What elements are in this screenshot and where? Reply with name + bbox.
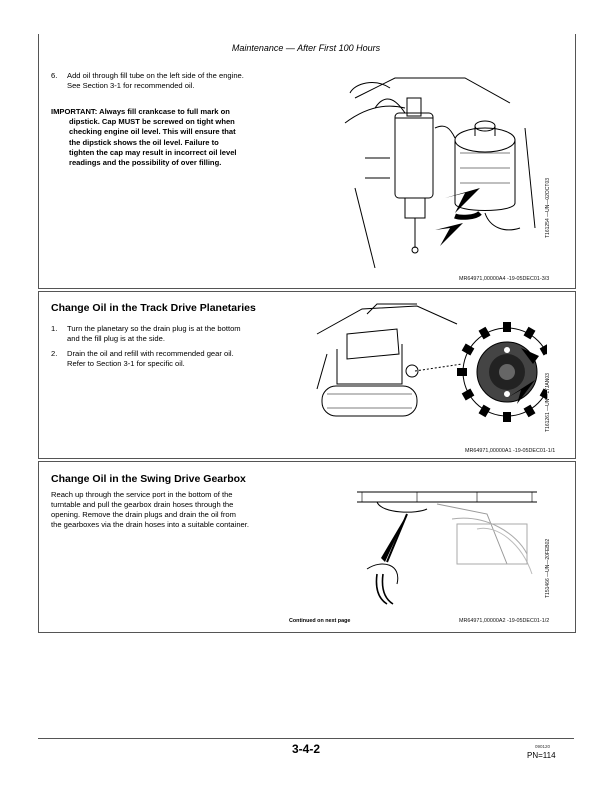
step-number: 1. xyxy=(51,324,58,333)
important-body: dipstick. Cap MUST be screwed on tight when checking engine oil level. This will ensure that the dipstick shows the oil level. Failure to tighten the cap may result in incorrect oil level readings and the possibility of over filling. xyxy=(69,117,237,168)
section-add-oil xyxy=(38,60,576,289)
footer-divider xyxy=(38,738,574,739)
step-1 xyxy=(51,324,321,346)
important-note xyxy=(51,107,301,168)
footer-code: 090120 xyxy=(535,744,551,749)
section-swing-drive xyxy=(38,461,576,633)
page-number: 3-4-2 xyxy=(291,742,320,756)
step-number: 6. xyxy=(51,71,58,80)
step-text: Turn the planetary so the drain plug is at the bottom and the fill plug is at the side. xyxy=(67,324,241,343)
section-title: Change Oil in the Swing Drive Gearbox xyxy=(51,473,246,485)
swing-drive-hose-illustration xyxy=(357,474,537,609)
important-first-line: Always fill crankcase to full mark on xyxy=(97,107,230,116)
step-text: Drain the oil and refill with recommended gear oil. Refer to Section 3-1 for specific oil. xyxy=(67,349,234,368)
figure-code: T161261 —UN—17JAN03 xyxy=(545,373,551,432)
reference-code: MR64971,00000A1 -19-05DEC01-1/1 xyxy=(465,448,556,454)
footer-pn: PN=114 xyxy=(527,751,556,760)
step-number: 2. xyxy=(51,349,58,358)
figure-code: T151466 —UN—20FEB02 xyxy=(545,538,551,598)
continued-note: Continued on next page xyxy=(289,618,351,624)
figure-code: T161254 —UN—02OCT03 xyxy=(545,177,551,238)
step-text: Add oil through fill tube on the left side of the engine. See Section 3-1 for recommended oil. xyxy=(67,71,244,90)
important-label: IMPORTANT: xyxy=(51,107,98,116)
engine-fill-tube-illustration xyxy=(335,68,545,268)
reference-code: MR64971,00000A4 -19-05DEC01-3/3 xyxy=(459,276,550,282)
step-6 xyxy=(51,71,321,93)
reference-code: MR64971,00000A2 -19-05DEC01-1/2 xyxy=(459,618,550,624)
page-header-title: Maintenance — After First 100 Hours xyxy=(231,43,381,53)
step-2 xyxy=(51,349,321,371)
section-title: Change Oil in the Track Drive Planetaries xyxy=(51,302,256,314)
excavator-track-illustration xyxy=(307,294,547,434)
section-body-text: Reach up through the service port in the bottom of the turntable and pull the gearbox drain hoses through the opening. Remove the drain plugs and drain the oil from the gearboxes via the drain hoses into a suitable container. xyxy=(51,490,249,529)
section-track-drive xyxy=(38,291,576,459)
